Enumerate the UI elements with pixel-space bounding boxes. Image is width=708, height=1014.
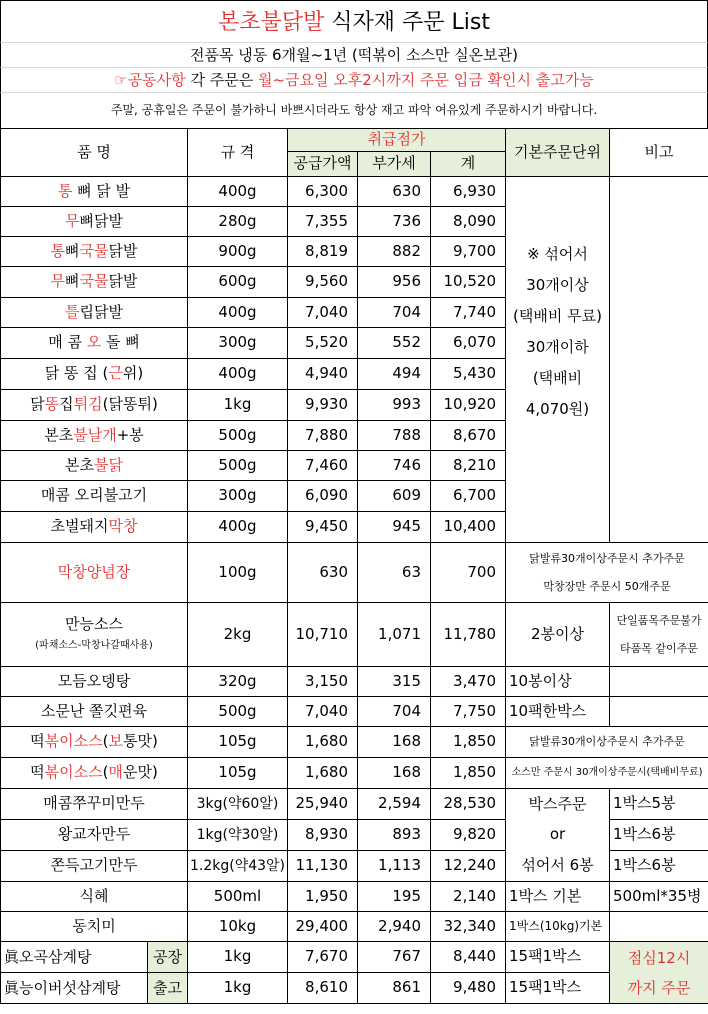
sauce-note <box>506 543 708 603</box>
note <box>610 912 708 942</box>
product-name: 매콤쭈꾸미만두 <box>1 789 188 820</box>
table-row <box>1 789 708 820</box>
product-name <box>1 237 188 267</box>
note-empty <box>610 298 708 328</box>
product-name: 식혜 <box>1 882 188 912</box>
note-empty <box>610 697 708 727</box>
supply: 7,670 <box>288 942 358 973</box>
name-part: 매콤 오리불고기 <box>40 486 148 505</box>
total: 8,440 <box>431 942 506 973</box>
header-price-group: 취급점가 <box>288 129 506 152</box>
subtitle: 전품목 냉동 6개월~1년 (떡볶이 소스만 실온보관) <box>0 43 708 68</box>
vat: 993 <box>358 390 431 421</box>
total: 8,670 <box>431 421 506 451</box>
total: 6,700 <box>431 481 506 512</box>
vat: 2,594 <box>358 789 431 820</box>
name-part: 떡 <box>30 732 45 751</box>
soup-tag: 공장 <box>147 942 187 972</box>
note-line: 까지 주문 <box>627 978 691 997</box>
note-line: 단일품목주문불가 <box>616 613 702 627</box>
supply: 8,930 <box>288 820 358 851</box>
note: 500ml*35병 <box>610 882 708 912</box>
table-row <box>1 758 708 789</box>
supply: 7,460 <box>288 451 358 481</box>
unit: 10팩한박스 <box>506 697 610 727</box>
note: 1박스5봉 <box>610 789 708 820</box>
header-note: 비고 <box>610 129 708 177</box>
name-part: 통 <box>57 181 73 200</box>
unit-line: 30개이상 <box>526 276 589 294</box>
product-name <box>1 512 188 543</box>
name-part: 막창 <box>108 517 138 536</box>
product-name: 왕교자만두 <box>1 820 188 851</box>
name-part: 본초 <box>44 425 74 444</box>
total: 12,240 <box>431 851 506 882</box>
note-line: 점심12시 <box>627 948 691 967</box>
name-part: 뼈 닭 발 <box>72 181 131 200</box>
unit-mixed-cell <box>506 177 610 543</box>
title-rest: 식자재 주문 List <box>331 10 490 35</box>
name-split <box>1 942 187 972</box>
note-line: 막창장만 주문시 50개주문 <box>543 579 671 593</box>
name-part: 국물 <box>79 272 109 291</box>
spec: 100g <box>188 543 288 603</box>
note: 1박스6봉 <box>610 820 708 851</box>
name-part: 매 콤 <box>48 333 87 352</box>
supply: 7,880 <box>288 421 358 451</box>
spec: 105g <box>188 727 288 758</box>
note-empty <box>610 207 708 237</box>
name-part: 닭 똥 집 ( <box>44 364 109 383</box>
table-row <box>1 543 708 603</box>
vat: 168 <box>358 727 431 758</box>
product-name <box>1 942 188 973</box>
spec: 280g <box>188 207 288 237</box>
supply: 11,130 <box>288 851 358 882</box>
supply: 4,940 <box>288 359 358 390</box>
soup-name: 眞능이버섯삼계탕 <box>4 979 121 997</box>
product-name <box>1 177 188 207</box>
total: 10,920 <box>431 390 506 421</box>
unit-line: 4,070원) <box>525 400 590 418</box>
spec: 500ml <box>188 882 288 912</box>
product-name <box>1 207 188 237</box>
table-row <box>1 912 708 942</box>
name-part: 근 <box>108 364 123 383</box>
unit: 1박스 기본 <box>506 882 610 912</box>
note-empty <box>610 359 708 390</box>
product-name: 소문난 쫄깃편육 <box>1 697 188 727</box>
name-part: 무 <box>65 211 80 230</box>
supply: 10,710 <box>288 603 358 667</box>
supply: 6,300 <box>288 177 358 207</box>
product-name: 쫀득고기만두 <box>1 851 188 882</box>
product-name: 막창양념장 <box>1 543 188 603</box>
name-part: 집 <box>59 395 74 414</box>
vat: 767 <box>358 942 431 973</box>
name-sub: (파채소스-막창나갈때사용) <box>35 639 153 651</box>
name-part: (닭똥튀) <box>102 395 158 414</box>
product-name <box>1 298 188 328</box>
supply: 5,520 <box>288 328 358 359</box>
unit: 섞어서 6봉 <box>506 851 610 882</box>
notice-label: ☞공동사항 <box>114 71 186 89</box>
product-name: 모듬오뎅탕 <box>1 667 188 697</box>
vat: 736 <box>358 207 431 237</box>
name-part: 오 <box>86 333 102 352</box>
name-part: 볶이 <box>44 763 74 782</box>
table-row <box>1 697 708 727</box>
note-empty <box>610 237 708 267</box>
name-main: 만능소스 <box>65 614 123 633</box>
spec: 600g <box>188 267 288 298</box>
name-part: 닭발 <box>108 272 138 291</box>
supply: 1,950 <box>288 882 358 912</box>
vat: 1,113 <box>358 851 431 882</box>
spec: 320g <box>188 667 288 697</box>
name-part: 뼈닭발 <box>79 211 123 230</box>
supply: 25,940 <box>288 789 358 820</box>
vat: 315 <box>358 667 431 697</box>
header-unit: 기본주문단위 <box>506 129 610 177</box>
notice-row <box>0 68 708 93</box>
product-name: 동치미 <box>1 912 188 942</box>
vat: 956 <box>358 267 431 298</box>
vat: 195 <box>358 882 431 912</box>
product-name <box>1 603 188 667</box>
name-part: 틀 <box>65 302 80 321</box>
total: 9,700 <box>431 237 506 267</box>
total: 1,850 <box>431 727 506 758</box>
note-empty <box>610 177 708 207</box>
supply: 630 <box>288 543 358 603</box>
spec: 105g <box>188 758 288 789</box>
spec: 900g <box>188 237 288 267</box>
supply: 8,610 <box>288 973 358 1004</box>
unit: 2봉이상 <box>506 603 610 667</box>
vat: 893 <box>358 820 431 851</box>
name-part: 볶이 <box>44 732 74 751</box>
soup-name: 眞오곡삼계탕 <box>4 948 92 966</box>
vat: 704 <box>358 298 431 328</box>
name-part: 통맛) <box>122 732 158 751</box>
total: 7,740 <box>431 298 506 328</box>
product-name <box>1 758 188 789</box>
total: 9,820 <box>431 820 506 851</box>
table-row <box>1 851 708 882</box>
product-name <box>1 359 188 390</box>
spec: 2kg <box>188 603 288 667</box>
total: 7,750 <box>431 697 506 727</box>
name-part: 튀김 <box>73 395 103 414</box>
note-empty <box>610 390 708 421</box>
total: 2,140 <box>431 882 506 912</box>
supply: 6,090 <box>288 481 358 512</box>
name-part: ( <box>102 732 109 751</box>
notice-text-a: 각 주문은 <box>190 71 254 89</box>
product-name <box>1 973 188 1004</box>
note: 1박스6봉 <box>610 851 708 882</box>
spec: 500g <box>188 697 288 727</box>
name-part: 닭발 <box>108 241 138 260</box>
vat: 1,071 <box>358 603 431 667</box>
notice-text-b: 월~금요일 오후2시까지 주문 입금 확인시 출고가능 <box>257 71 594 89</box>
soup-tag: 출고 <box>147 973 187 1003</box>
total: 700 <box>431 543 506 603</box>
supply: 3,150 <box>288 667 358 697</box>
product-name <box>1 328 188 359</box>
vat: 63 <box>358 543 431 603</box>
tteok-note: 소스만 주문시 30개이상주문시(택배비무료) <box>506 758 708 789</box>
name-part: 보 <box>108 732 123 751</box>
name-part: 운맛) <box>122 763 158 782</box>
name-part: 소스 <box>73 763 103 782</box>
vat: 168 <box>358 758 431 789</box>
table-row <box>1 882 708 912</box>
unit-line: (택배비 무료) <box>513 307 602 325</box>
name-part: 소스 <box>73 732 103 751</box>
product-name <box>1 481 188 512</box>
supply: 1,680 <box>288 727 358 758</box>
note-empty <box>610 667 708 697</box>
name-part: 매 <box>108 763 123 782</box>
spec: 3kg(약60알) <box>188 789 288 820</box>
spec: 400g <box>188 512 288 543</box>
supply: 7,040 <box>288 697 358 727</box>
name-part: 본초 <box>65 455 94 474</box>
spec: 1kg <box>188 973 288 1004</box>
spec: 400g <box>188 359 288 390</box>
note-empty <box>610 267 708 298</box>
name-part: 국물 <box>79 241 109 260</box>
header-spec: 규 격 <box>188 129 288 177</box>
name-part: 초벌돼지 <box>50 517 109 536</box>
unit-line: 30개이하 <box>526 338 589 356</box>
name-part: 불날개 <box>73 425 117 444</box>
vat: 945 <box>358 512 431 543</box>
spec: 300g <box>188 481 288 512</box>
title-brand: 본초불닭발 <box>218 10 325 35</box>
table-row <box>1 603 708 667</box>
name-part: 무 <box>50 272 66 291</box>
note-empty <box>610 451 708 481</box>
vat: 2,940 <box>358 912 431 942</box>
tteok-note: 닭발류30개이상주문시 추가주문 <box>506 727 708 758</box>
note-empty <box>610 481 708 512</box>
table-row <box>1 820 708 851</box>
total: 6,070 <box>431 328 506 359</box>
total: 3,470 <box>431 667 506 697</box>
name-split <box>1 973 187 1003</box>
name-part: +봉 <box>116 425 144 444</box>
spec: 1kg <box>188 942 288 973</box>
table-row <box>1 667 708 697</box>
title-bar <box>0 0 708 43</box>
vat: 882 <box>358 237 431 267</box>
note-line: 닭발류30개이상주문시 추가주문 <box>529 551 685 565</box>
table-row <box>1 973 708 1004</box>
unit: 15팩1박스 <box>506 973 610 1004</box>
unit-line: ※ 섞어서 <box>527 245 588 263</box>
product-name <box>1 390 188 421</box>
total: 6,930 <box>431 177 506 207</box>
header-total: 계 <box>431 152 506 177</box>
product-name <box>1 267 188 298</box>
name-part: 통 <box>50 241 66 260</box>
name-part: 립닭발 <box>79 302 123 321</box>
spec: 1kg <box>188 390 288 421</box>
notice2-row: 주말, 공휴일은 주문이 불가하니 바쁘시더라도 항상 재고 파악 여유있게 주문하시기 바랍니다. <box>0 93 708 128</box>
name-part: 뼈 <box>65 272 80 291</box>
name-part: ( <box>102 763 109 782</box>
vat: 746 <box>358 451 431 481</box>
product-name <box>1 727 188 758</box>
total: 28,530 <box>431 789 506 820</box>
header-name: 품 명 <box>1 129 188 177</box>
unit: or <box>506 820 610 851</box>
vat: 609 <box>358 481 431 512</box>
vat: 861 <box>358 973 431 1004</box>
table-row <box>1 942 708 973</box>
name-part: 위) <box>122 364 144 383</box>
total: 10,400 <box>431 512 506 543</box>
vat: 494 <box>358 359 431 390</box>
total: 5,430 <box>431 359 506 390</box>
name-part: 돌 뼈 <box>101 333 140 352</box>
spec: 1kg(약30알) <box>188 820 288 851</box>
vat: 552 <box>358 328 431 359</box>
total: 11,780 <box>431 603 506 667</box>
table-row <box>1 177 708 207</box>
total: 10,520 <box>431 267 506 298</box>
supply: 8,819 <box>288 237 358 267</box>
product-name <box>1 421 188 451</box>
spec: 300g <box>188 328 288 359</box>
unit: 박스주문 <box>506 789 610 820</box>
supply: 7,040 <box>288 298 358 328</box>
total: 8,090 <box>431 207 506 237</box>
vat: 704 <box>358 697 431 727</box>
name-part: 불닭 <box>94 455 123 474</box>
name-part: 뼈 <box>65 241 80 260</box>
spec: 10kg <box>188 912 288 942</box>
supply: 7,355 <box>288 207 358 237</box>
soup-note <box>610 942 708 1004</box>
unit-line: (택배비 <box>532 369 583 387</box>
spec: 400g <box>188 177 288 207</box>
table-row <box>1 727 708 758</box>
supply: 29,400 <box>288 912 358 942</box>
spec: 500g <box>188 421 288 451</box>
name-part: 닭 <box>30 395 45 414</box>
note-line: 타품목 같이주문 <box>620 641 698 655</box>
spec: 500g <box>188 451 288 481</box>
supply: 9,450 <box>288 512 358 543</box>
spec: 1.2kg(약43알) <box>188 851 288 882</box>
unit: 10봉이상 <box>506 667 610 697</box>
supply: 1,680 <box>288 758 358 789</box>
total: 1,850 <box>431 758 506 789</box>
total: 9,480 <box>431 973 506 1004</box>
header-vat: 부가세 <box>358 152 431 177</box>
note-empty <box>610 421 708 451</box>
total: 32,340 <box>431 912 506 942</box>
order-table <box>0 128 708 1004</box>
name-part: 떡 <box>30 763 45 782</box>
spec: 400g <box>188 298 288 328</box>
note <box>610 603 708 667</box>
vat: 788 <box>358 421 431 451</box>
note-empty <box>610 328 708 359</box>
header-supply: 공급가액 <box>288 152 358 177</box>
unit: 1박스(10kg)기본 <box>506 912 610 942</box>
supply: 9,560 <box>288 267 358 298</box>
note-empty <box>610 512 708 543</box>
product-name <box>1 451 188 481</box>
vat: 630 <box>358 177 431 207</box>
total: 8,210 <box>431 451 506 481</box>
supply: 9,930 <box>288 390 358 421</box>
name-part: 똥 <box>44 395 60 414</box>
unit: 15팩1박스 <box>506 942 610 973</box>
